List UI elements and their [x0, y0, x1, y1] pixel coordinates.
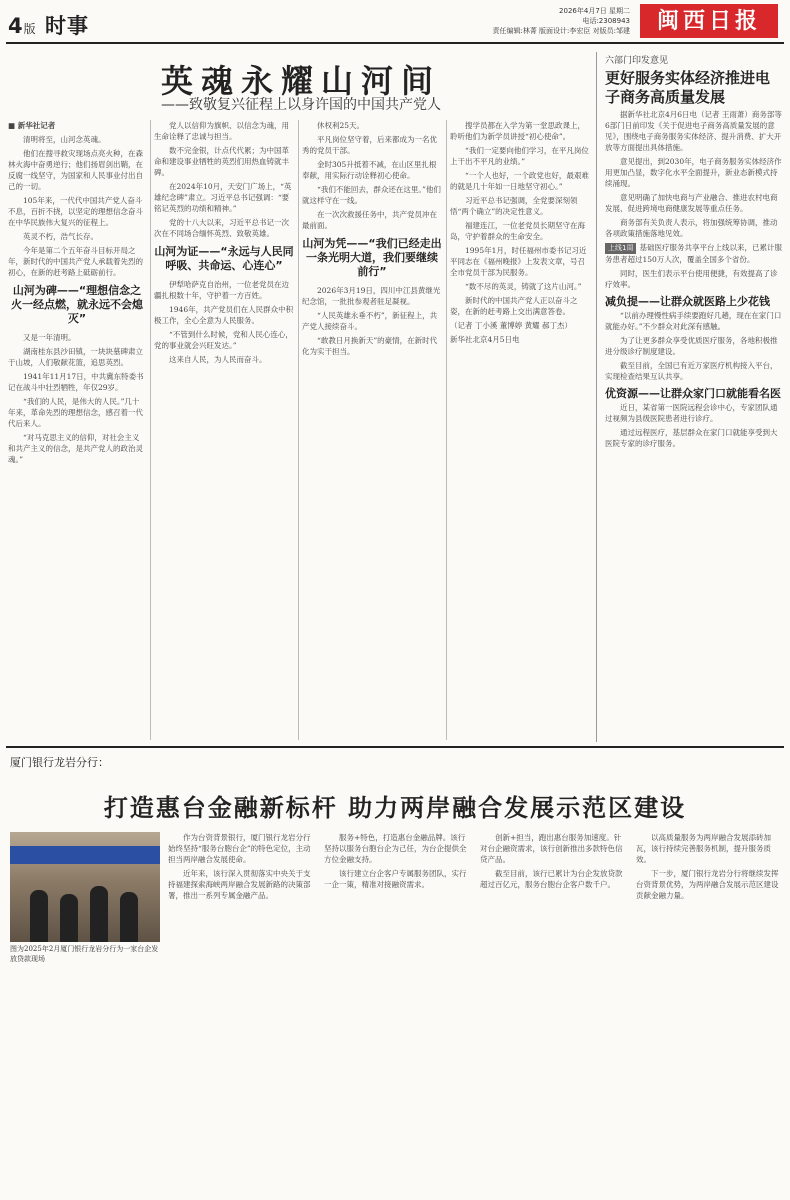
bottom-headline: 打造惠台金融新标杆 助力两岸融合发展示范区建设 — [103, 794, 687, 822]
reporters: （记者 丁小溪 董博婷 黄耀 郝丁杰） — [450, 321, 573, 330]
bottom-column-4 — [636, 832, 782, 1192]
paragraph: 近日，某省第一医院远程会诊中心，专家团队通过视频为县级医院患者进行诊疗。 — [605, 403, 778, 423]
paragraph: 据新华社北京4月6日电（记者 王雨萧）商务部等6部门日前印发《关于促进电子商务高质量发展的意见》，围绕电子商务服务实体经济、提升消费、扩大开放等方面提出具体措施。 — [605, 110, 782, 152]
paragraph: 作为台资背景银行，厦门银行龙岩分行始终坚持“服务台胞台企”的特色定位，主动担当两岸融合发展使命。 — [168, 833, 311, 864]
paragraph: 2026年3月19日，四川中江县黄继光纪念馆，一批批参观者驻足凝视。 — [302, 286, 441, 306]
phone: 电话:2308943 — [582, 17, 630, 25]
main-column-4 — [450, 120, 590, 740]
paragraph: 在2024年10月，天安门广场上，“英雄纪念碑”肃立。习近平总书记强调：“要铭记英烈的功绩和精神。” — [154, 182, 292, 213]
paragraph: 这来自人民，为人民而奋斗。 — [169, 355, 267, 364]
bottom-column-1 — [168, 832, 316, 1192]
newspaper-logo: 闽西日报 — [640, 4, 778, 38]
paragraph: 105年来，一代代中国共产党人奋斗不息，百折不挠，以坚定的理想信念奋斗在中华民族伟大复兴的征程上。 — [8, 196, 143, 227]
right-column — [596, 52, 784, 742]
paragraph: 截至目前，该行已累计为台企发放贷款超过百亿元，服务台胞台企客户数千户。 — [480, 869, 623, 889]
paragraph: 为了让更多群众享受优质医疗服务，各地积极推进分级诊疗制度建设。 — [605, 336, 778, 356]
section-heading-1: 山河为碑——“理想信念之火一经点燃，就永远不会熄灭” — [11, 284, 143, 325]
right-subheading-2: 优资源——让群众家门口就能看名医 — [605, 387, 781, 400]
paragraph: 服务+特色，打造惠台金融品牌。该行坚持以服务台胞台企为己任，为台企提供全方位金融支持。 — [324, 833, 467, 864]
bottom-kicker: 厦门银行龙岩分行： — [10, 756, 109, 769]
paragraph: “敢教日月换新天”的豪情，在新时代化为实干担当。 — [302, 336, 438, 356]
paragraph: 下一步，厦门银行龙岩分行将继续发挥台资背景优势，为两岸融合发展示范区建设贡献金融力量。 — [636, 869, 779, 900]
paragraph: 福建连江，一位老党员长期坚守在海岛，守护着群众的生命安全。 — [450, 221, 585, 241]
photo-person — [90, 886, 108, 942]
masthead — [0, 0, 790, 42]
box-label: 上线1周 — [605, 243, 636, 254]
paragraph: 湖南桂东县沙田镇，一块块墓碑肃立于山坡，人们敬献花篮，追思英烈。 — [8, 347, 143, 367]
right-kicker: 六部门印发意见 — [605, 56, 669, 66]
column-rule — [150, 120, 151, 740]
photo-person — [120, 892, 138, 942]
paragraph: “人民英雄永垂不朽”，新征程上，共产党人接续奋斗。 — [302, 311, 438, 331]
paragraph: 截至目前，全国已有近万家医疗机构接入平台，实现检查结果互认共享。 — [605, 361, 778, 381]
masthead-rule — [6, 42, 784, 44]
photo-person — [60, 894, 78, 942]
paragraph: 党的十八大以来，习近平总书记一次次在不同场合缅怀英烈、致敬英雄。 — [154, 218, 289, 238]
paragraph: 意见明确了加快电商与产业融合、推进农村电商发展、促进跨境电商健康发展等重点任务。 — [605, 193, 778, 213]
paragraph: 英灵不朽，浩气长存。 — [23, 232, 98, 241]
paragraph: “对马克思主义的信仰，对社会主义和共产主义的信念，是共产党人的政治灵魂。” — [8, 433, 143, 464]
paragraph: 清明将至，山河念英魂。 — [23, 135, 106, 144]
paragraph: “我们的人民，是伟大的人民。”几十年来，革命先烈的理想信念，感召着一代代后来人。 — [8, 397, 143, 428]
bottom-feature — [0, 754, 790, 1200]
paragraph: “数不尽的英灵，铸就了这片山河。” — [465, 282, 582, 291]
main-subheadline: ——致敬复兴征程上以身许国的中国共产党人 — [161, 97, 441, 113]
bottom-column-3 — [480, 832, 628, 1192]
column-rule — [298, 120, 299, 740]
photo-person — [30, 890, 48, 942]
paragraph: 以高质量服务为两岸融合发展添砖加瓦，该行持续完善服务机制，提升服务质效。 — [636, 833, 771, 864]
paragraph: 新时代的中国共产党人正以奋斗之姿，在新的赶考路上交出满意答卷。 — [450, 296, 578, 316]
paragraph: 伊犁哈萨克自治州，一位老党员在边疆扎根数十年，守护着一方百姓。 — [154, 280, 289, 300]
main-headline: 英魂永耀山河间 — [160, 62, 441, 100]
paragraph: 1995年1月，时任福州市委书记习近平同志在《福州晚报》上发表文章，号召全市党员干部为民服务。 — [450, 246, 587, 277]
section-heading-3: 山河为凭——“我们已经走出一条光明大道，我们要继续前行” — [302, 237, 442, 278]
section-rule — [6, 746, 784, 748]
paragraph: 该行建立台企客户专属服务团队，实行一企一策，精准对接融资需求。 — [324, 869, 467, 889]
byline: ■ 新华社记者 — [8, 121, 56, 130]
editors-line: 责任编辑:林菁 版面设计:李宏臣 对版员:邹建 — [492, 27, 630, 35]
right-headline: 更好服务实体经济推进电子商务高质量发展 — [605, 69, 771, 106]
paragraph: 平凡岗位坚守着，后来都成为一名优秀的党员干部。 — [302, 135, 437, 155]
date-line: 2026年4月7日 星期二 — [559, 7, 630, 15]
paragraph: 近年来，该行深入贯彻落实中央关于支持福建探索海峡两岸融合发展新路的决策部署，推出一系列专属金融产品。 — [168, 869, 311, 900]
section-heading-2: 山河为证——“永远与人民同呼吸、共命运、心连心” — [154, 245, 294, 272]
main-column-3 — [302, 120, 442, 740]
section-name: 时事 — [44, 14, 89, 38]
paragraph: 又是一年清明。 — [23, 333, 76, 342]
bottom-column-2 — [324, 832, 472, 1192]
paragraph: 金时305升抵着不减，在山区里扎根奉献，用实际行动诠释初心使命。 — [302, 160, 437, 180]
paragraph: 通过远程医疗，基层群众在家门口就能享受到大医院专家的诊疗服务。 — [605, 428, 778, 448]
paragraph: 商务部有关负责人表示，将加强统筹协调，推动各项政策措施落地见效。 — [605, 218, 778, 238]
paragraph: 数不完金银，计点代代累；为中国革命和建设事业牺牲的英烈们用热血铸就丰碑。 — [154, 146, 289, 177]
masthead-meta — [470, 6, 630, 36]
paragraph: 意见提出，到2030年，电子商务服务实体经济作用更加凸显，数字化水平全面提升，新业态新模式持续涌现。 — [605, 157, 782, 188]
column-rule — [446, 120, 447, 740]
paragraph: 搜学员都在入学为第一堂思政课上，聆听他们为新学员讲授“初心使命”。 — [450, 121, 585, 141]
page-number: 4版 时事 — [8, 14, 89, 38]
main-column-2 — [154, 120, 294, 740]
photo-caption: 图为2025年2月厦门银行龙岩分行为一家台企发放贷款现场 — [10, 945, 159, 963]
paragraph: 他们在搜寻救灾现场点亮火种，在森林火海中奋勇逆行；他们扬眉剑出鞘，在反腐一线坚守，为国家和人民事业付出自己的一切。 — [8, 149, 143, 191]
paragraph: 创新+担当，跑出惠台服务加速度。针对台企融资需求，该行创新推出多款特色信贷产品。 — [480, 833, 623, 864]
photo-banner — [10, 846, 160, 864]
paragraph: “以前办理慢性病手续要跑好几趟，现在在家门口就能办好。”不少群众对此深有感触。 — [605, 311, 782, 331]
paragraph: “一个人也好，一个政党也好，最艰难的就是几十年如一日地坚守初心。” — [450, 171, 589, 191]
paragraph: 党人以信仰为旗帜、以信念为魂，用生命诠释了忠诚与担当。 — [154, 121, 289, 141]
paragraph: 同时，医生们表示平台使用便捷，有效提高了诊疗效率。 — [605, 269, 778, 289]
paragraph: 习近平总书记强调，全党要深刻领悟“两个确立”的决定性意义。 — [450, 196, 578, 216]
paragraph: 1946年，共产党员们在人民群众中积极工作，全心全意为人民服务。 — [154, 305, 294, 325]
paragraph: “我们不能回去，群众还在这里。”他们就这样守在一线。 — [302, 185, 441, 205]
main-column-1 — [8, 120, 146, 740]
paragraph: 今年是第二个五年奋斗目标开局之年，新时代的中国共产党人承载着先烈的初心，在新的赶考路上砥砺前行。 — [8, 246, 143, 277]
paragraph: “我们一定要向他们学习，在平凡岗位上干出不平凡的业绩。” — [450, 146, 589, 166]
paragraph: 基础医疗服务共享平台上线以来，已累计服务患者超过150万人次，覆盖全国多个省份。 — [605, 243, 782, 264]
paragraph: “不管到什么时候，党和人民心连心，党的事业就会兴旺发达。” — [154, 330, 293, 350]
right-subheading-1: 减负提——让群众就医路上少花钱 — [605, 295, 770, 308]
dateline: 新华社北京4月5日电 — [450, 335, 520, 344]
paragraph: 1941年11月17日，中共冀东特委书记在战斗中壮烈牺牲，年仅29岁。 — [8, 372, 144, 392]
feature-photo — [10, 832, 160, 942]
paragraph: 休权利25天。 — [317, 121, 365, 130]
paragraph: 在一次次救援任务中，共产党员冲在最前面。 — [302, 210, 437, 230]
